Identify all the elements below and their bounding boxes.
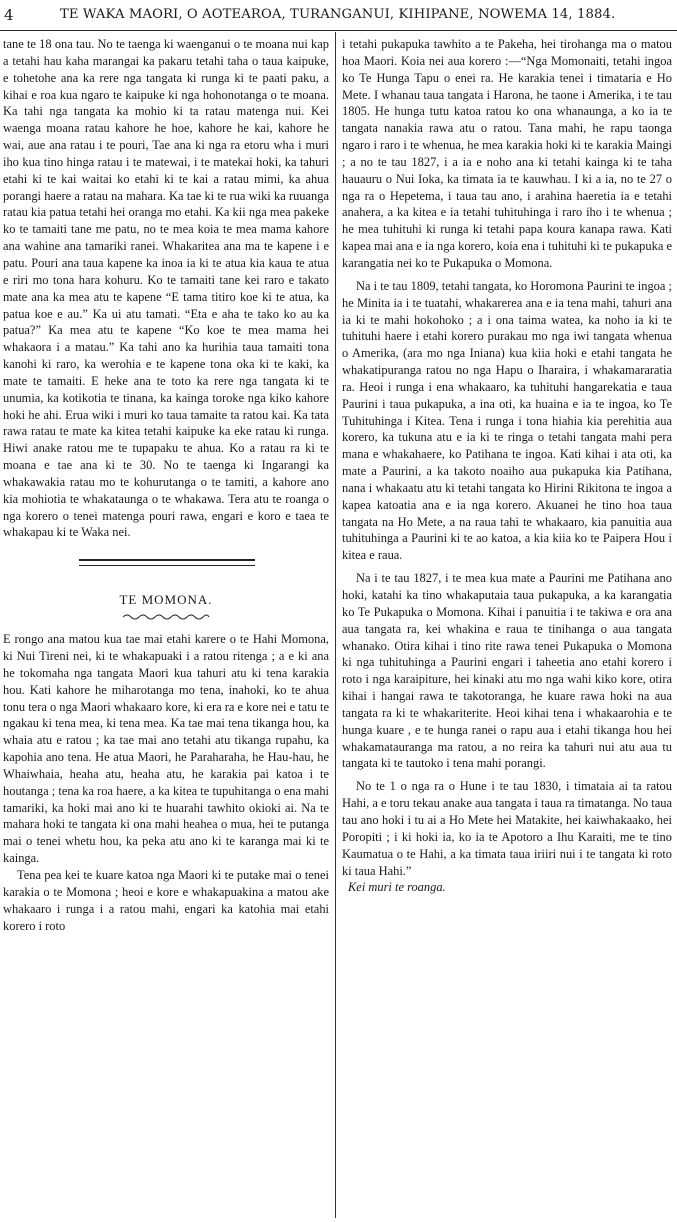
article-paragraph: E rongo ana matou kua tae mai etahi karere o te Hahi Momona, ki Nui Tireni nei, ki te whakapuaki i a ratou ritenga ; a e ki ana he tokomaha nga tangata Maori kua tahuri atu ki tena karakia hou. Kati kahore he miharotanga mo tena, inahoki, ko te ahua tonu tera o nga Maori whakaaro kore, ki era ra e kore nei e tatu te ngakau ki tena mea, ki tena mea. Ka tae mai tena tikanga hou, ka whaia atu e ratou ; ka tae mai ano tetahi atu tikanga rupahu, ka kapohia ano tena. He atua Maori, he Paraharaha, he Hau-hau, he Whaiwhaia, heaha atu, heaha atu, he karakia pai katoa i te houtanga ; tena ka roa haere, a ka kitea te tupuhitanga o ena mahi tamariki, ka hoki mai ano ki te huarahi tawhito okioki ai. Na te mahara hoki te tangata ki ona mahi heahea o mua, hei te putanga mai o tenei whetu hou, ka peka atu ano ki te karanga mai ki te kainga. bbox=[3, 632, 329, 866]
article-paragraph: tane te 18 ona tau. No te taenga ki waenganui o te moana nui kap a tetahi hau kaha marangai ka pakaru tetahi taha o taua kaipuke, e tohetohe ana ka rere nga tangata ki runga ki te paati paku, a kihai e roa kua ngaro te kaipuke ki nga hohonotanga o te moana. Ka tahi nga tangata ka mohio ki ta ratau matenga nui. Kei waenga moana ratau kahore he hoe, kahore he kai, kahore he wai, aue ana ratau i te pouri, Tae ana ki nga ra etoru wha i muri iho kua tino hinga ratau i te matewai, i te matekai hoki, ka tahuri etahi ki te kai waitai ko etahi ki te kai a ratau mimi, ka ahua porangi haere a ratau na mahara. Ka tae ki te rua wiki ka ruuanga ratau kia patua tetahi hei oranga mo etahi. Ka kii nga mea pakeke ko te tamaiti tane me patu, no te mea koia te mea mama kahore ana wahine ana tamariki ranei. Whakaritea ana ma te kapene i e patu. Pouri ana taua kapene ka inoa ia ki te atua kia kaua te atua e riri mo tona hara kohuru. Ko te tamaiti tane kei raro e takato mate ana ka mea atu te kapene “E tama titiro koe ki te atua, ka patua koe e au.” Ka ui atu tamati. “Eta e aha te tako ko au ka patua?” Ka mea atu te kapene “Ko koe te mea mama hei whakaora i a matau.” Ka tahi ano ka hurihia taua tamaiti tona kanohi ki raro, ka werohia e te kapene tona oka ki te kaki, ka mate te tamaiti. E heke ana te toto ka rere nga tangata ki te unumia, ka kotikotia te tinana, ka kainga toroke nga kiko kahore hoki he ahi. Erua wiki i muri ko taua tamaite ta ratou kai. Ka tata rawa ratau te mate ka kitea tetahi kaipuke ka eke ratau ki runga. Hiwi anake ratou me te tupapaku te ahua. Ko a ratau ra ki te moana e tae ana ki te 30. No te taenga ki Ingarangi ka whakawakia ratau mo te kohurutanga o te tamiti, a kahore ano kia mohiotia te whakataunga o te whakawa. Tera atu te roanga o nga korero o tenei matenga pouri rawa, engari e koro e taea te whakapau ki te Waka nei. bbox=[3, 37, 329, 540]
column-separator bbox=[335, 32, 336, 1218]
article-paragraph: i tetahi pukapuka tawhito a te Pakeha, hei tirohanga ma o matou hoa Maori. Koia nei aua korero :—“Nga Momonaiti, tetahi ingoa ko Te Hunga Tapu o enei ra. He karakia tenei i timataria e Ho Mete. I whanau taua tangata i Harona, he taone i Amerika, i te tau 1805. He hunga tutu katoa ratou ko ona whanaunga, a ko ia te tangata nanakia rawa atu o ratou. Tana mahi, he rapu taonga ngaro i raro i te whenua, he mea karakia hoki ki te karakia Maingi ; a no te tau 1827, i a ia e noho ana ki tetahi kainga ki te taha hauauru o Nui Ioka, ka timata ia te kauwhau. I ki a ia, no te 27 o nga ra o Hepetema, i taua tau ano, i arahina haeretia ia e tetahi anahera, a ka kitea e ia tetahi tuhituhinga i raro iho i te whenua ; he mea tuhituhi ki runga ki tetahi papa koura kanapa rawa. Kati kapea mai ana e ia nga korero, koia ena i tuhituhi ki te pukapuka e karangatia nei ko te Pukapuka o Momona. bbox=[342, 37, 672, 270]
article-paragraph: Tena pea kei te kuare katoa nga Maori ki te putake mai o tenei karakia o te Momona ; heoi e kore e whakapuakina a matou ake whakaaro i runga i a ratou mahi, engari ka katohia mai etahi korero i roto bbox=[3, 867, 329, 933]
wavy-ornament bbox=[121, 613, 211, 621]
article-paragraph: Na i te tau 1827, i te mea kua mate a Paurini me Patihana ano hoki, katahi ka tino whakaputaia taua pukapuka, a ka karangatia ko Te Pukapuka o Momona. Kihai i panuitia i te takiwa e ora ana aua tangata ra, kei whakina e raua te tinihanga o aua tangata whanako. Otira kihai i tino rite rawa tenei Pukapuka o Momona ki nga tuhituhinga a Paurini engari i taheetia ano etahi korero i roto i nga karaipiture, hei kinaki atu mo nga wahi kiko kore, otira kihai i hangai rawa te takotoranga, he kuare rawa hoki na aua tangata ra ki te whakariterite. Heoi kihai tena i whakaarohia e te hunga kuare , e te hunga ranei o rapu aua i etahi tikanga hou hei whakamatauranga ma ratou, a no reira ka tahuri nui atu aua tu tangata ki te tautoko i tena mahi porangi. bbox=[342, 571, 672, 771]
left-column bbox=[3, 36, 329, 934]
article-paragraph: Na i te tau 1809, tetahi tangata, ko Horomona Paurini te ingoa ; he Minita ia i te tuatahi, whakarerea ana e ia tena mahi, tahuri ana ia ki te mahi hokohoko ; a i ona taima watea, ka noho ia ki te tuhituhi haere i etahi korero purakau mo nga iwi tangata whenua o Amerika, (ara mo nga Iniana) kua kiia hoki e etahi tangata he whakatipuranga ratou no nga Hapu o Iharaira, i whakamararatia ra. Heoi i runga i ena whakaaro, ka tuhituhi hangarekatia e taua Paurini i taua pukapuka, a ina oti, ka huaina e ia te ingoa, ko Te Tuhituhinga i Kitea. Tena i runga i tona hiahia kia perehitia aua korero, ka tukuna atu e ia ki te ringa o tetahi tangata mahi pera mana e whakahaere, ko Patihana te ingoa. Kati kihai i ata oti, ka mate a Paurini, a ka takoto noaiho aua pukapuka kia Patihana, nana i whakaatu atu ki tetahi tangata ko Hirini Rikitona te ingoa a kapea katoatia ana e ia nga korero. Akuanei he tino hoa taua tangata na Ho Mete, a na raua tahi te whakaaro, kia panuitia aua tuhituhinga a Paurini ki te ao katoa, a kia kiia ko te Paipera Hou i kitea e raua. bbox=[342, 278, 672, 563]
section-heading: TE MOMONA. bbox=[119, 592, 213, 608]
page-number: 4 bbox=[4, 6, 14, 24]
continued-note: Kei muri te roanga. bbox=[348, 880, 446, 895]
header-rule bbox=[0, 30, 677, 31]
section-divider bbox=[79, 559, 255, 566]
masthead-title: TE WAKA MAORI, O AOTEAROA, TURANGANUI, KIHIPANE, NOWEMA 14, 1884. bbox=[60, 7, 616, 22]
article-paragraph: No te 1 o nga ra o Hune i te tau 1830, i timataia ai ta ratou Hahi, a e toru tekau anake aua tangata i taua ra timatanga. No taua tau ano hoki i tu ai a Ho Mete hei Matakite, hei kaiwhakaako, hei Poropiti ; i ki hoki ia, ko ia te Apotoro a Ihu Karaiti, me te tino Kaumatua o te Hahi, a ka timata taua iriiri nui i te tangata ki roto ki taua Hahi.” bbox=[342, 779, 672, 878]
page-header bbox=[0, 6, 677, 32]
right-column bbox=[342, 36, 672, 896]
